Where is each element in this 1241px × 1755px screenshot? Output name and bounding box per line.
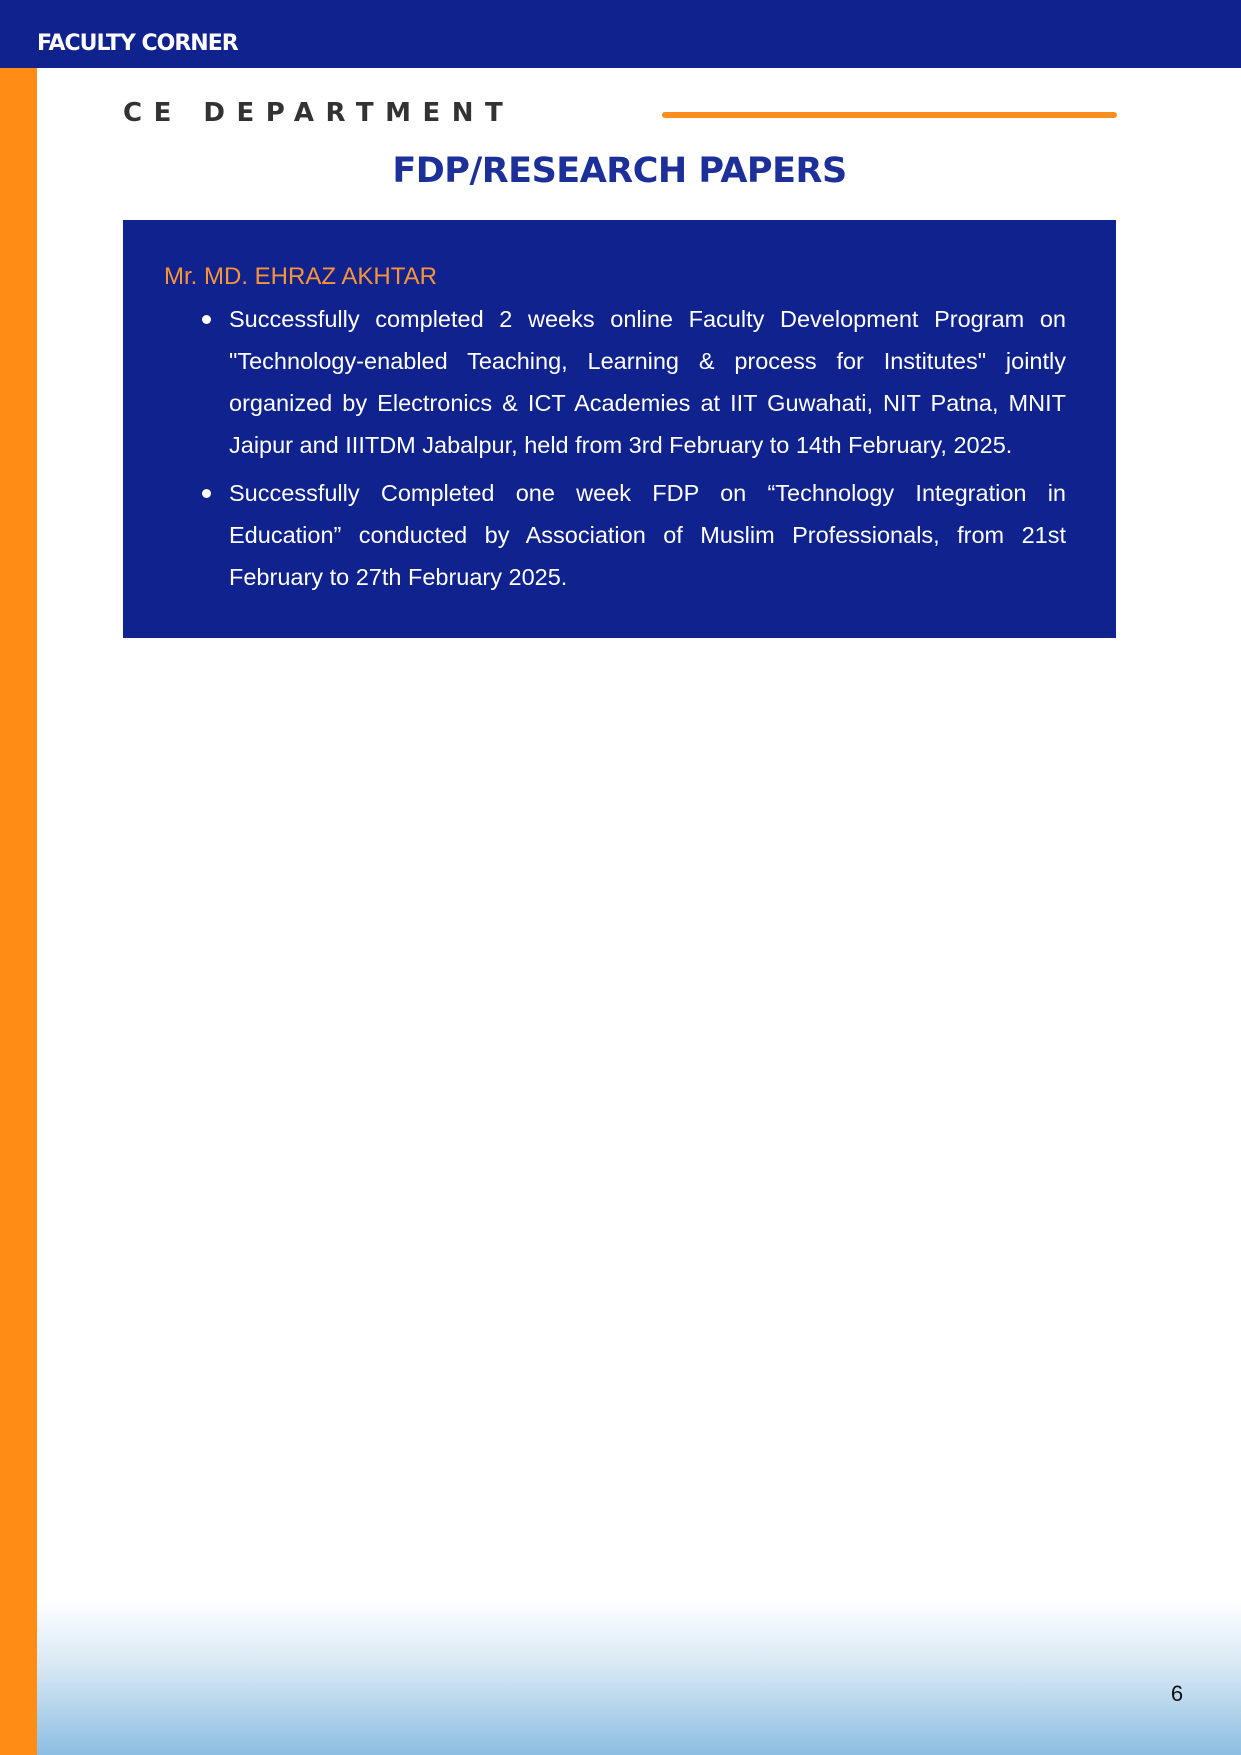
header-title: FACULTY CORNER: [37, 31, 238, 56]
heading-divider: [662, 112, 1117, 118]
page-number: 6: [1170, 1681, 1184, 1706]
section-title: FDP/RESEARCH PAPERS: [392, 151, 847, 191]
bullet-icon: [202, 315, 211, 324]
footer-gradient: [37, 1600, 1241, 1755]
achievement-list: [164, 298, 1066, 598]
faculty-name: Mr. MD. EHRAZ AKHTAR: [164, 263, 437, 290]
header-bar: [0, 0, 1241, 68]
list-item: [229, 472, 1066, 598]
bullet-icon: [202, 489, 211, 498]
left-accent-stripe: [0, 68, 37, 1755]
list-item: [229, 298, 1066, 466]
department-heading: CE DEPARTMENT: [123, 98, 515, 128]
achievement-text: Successfully completed 2 weeks online Faculty Development Program on "Technology-enabled Teaching, Learning & process for Institutes" jointly organized by Electronics & ICT Academies at IIT Guwahati, NIT Patna, MNIT Jaipur and IIITDM Jabalpur, held from 3rd February to 14th February, 2025.: [229, 306, 1066, 458]
achievement-text: Successfully Completed one week FDP on “Technology Integration in Education” conducted by Association of Muslim Professionals, from 21st February to 27th February 2025.: [229, 480, 1066, 590]
faculty-panel: [123, 220, 1116, 638]
